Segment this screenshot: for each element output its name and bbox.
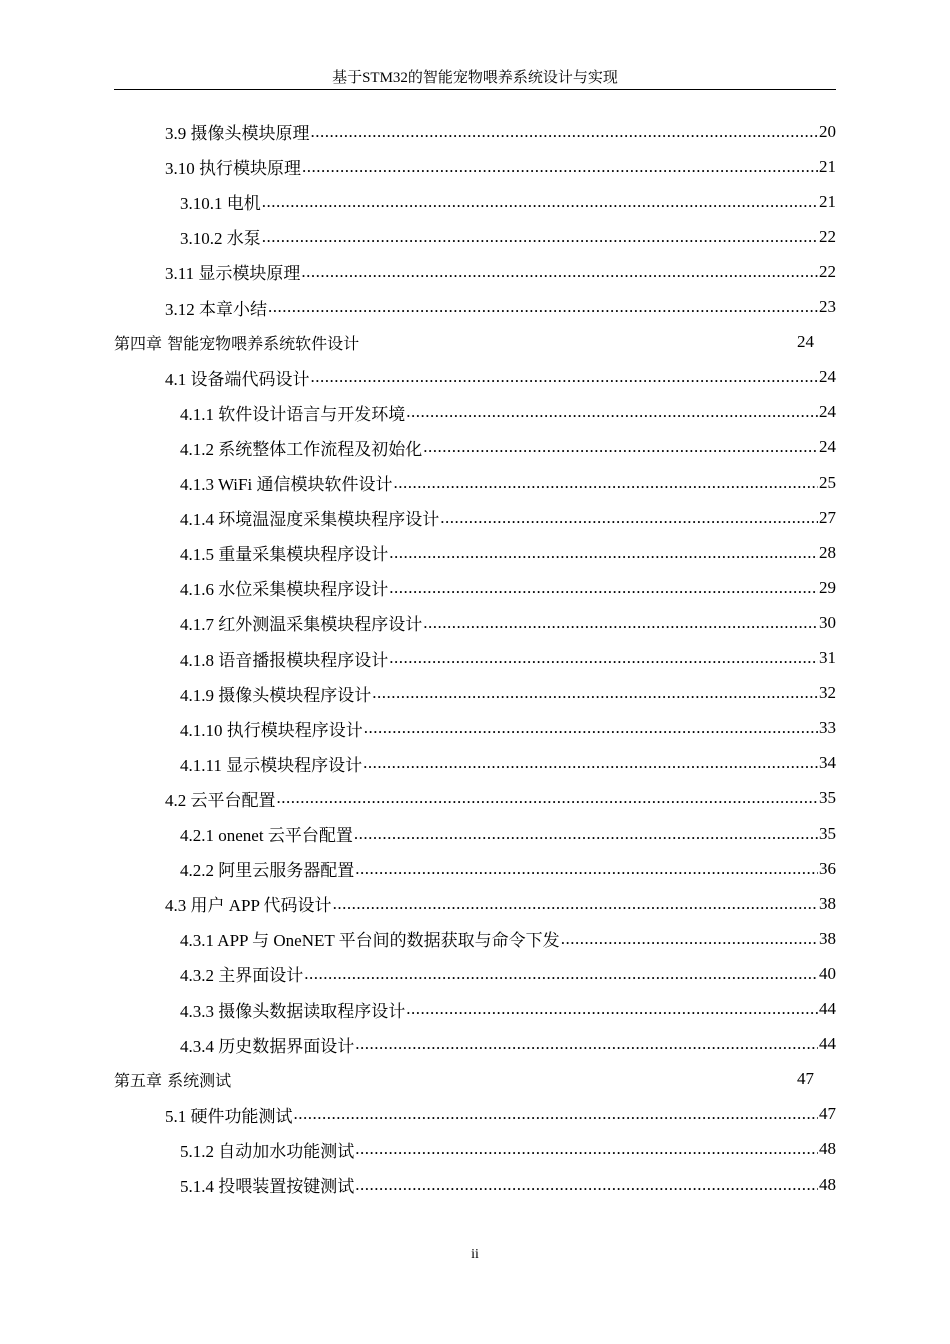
toc-entry-page: 30 [819,612,836,632]
toc-entry-page: 48 [819,1174,836,1194]
toc-dot-leader [389,543,818,563]
toc-entry-title: 4.2.1 onenet 云平台配置 [180,826,353,845]
toc-entry-page: 38 [819,893,836,913]
toc-entry-title: 4.1.5 重量采集模块程序设计 [180,545,389,565]
toc-entry[interactable] [180,570,836,605]
toc-entry-page: 47 [797,1069,814,1089]
toc-entry-title: 3.12 本章小结 [165,299,267,319]
toc-entry-page: 33 [819,718,836,738]
toc-dot-leader [311,367,819,387]
toc-entry-page: 20 [819,121,836,141]
toc-entry[interactable] [180,921,836,956]
toc-entry[interactable] [180,956,836,991]
toc-entry-title: 4.3 用户 APP 代码设计 [165,896,332,916]
toc-entry[interactable] [165,886,836,921]
toc-dot-leader [363,753,818,773]
toc-entry[interactable] [165,781,836,816]
toc-entry[interactable] [180,711,836,746]
toc-dot-leader [389,578,818,598]
toc-entry[interactable] [165,1097,836,1132]
toc-entry-page: 24 [797,332,814,352]
toc-dot-leader [304,964,818,984]
toc-entry-page: 40 [819,963,836,983]
toc-entry[interactable] [180,1132,836,1167]
toc-dot-leader [423,437,818,457]
toc-dot-leader [294,1104,819,1124]
toc-entry-page: 36 [819,858,836,878]
toc-entry[interactable] [180,1027,836,1062]
header-divider [114,89,836,90]
toc-dot-leader [333,894,818,914]
toc-entry-page: 31 [819,648,836,667]
toc-entry-page: 28 [819,542,836,562]
toc-entry-title: 4.1.6 水位采集模块程序设计 [180,580,389,600]
toc-entry-title: 4.1.7 红外测温采集模块程序设计 [180,615,423,635]
toc-dot-leader [262,227,818,247]
toc-dot-leader [561,929,818,949]
toc-entry-title: 第四章 智能宠物喂养系统软件设计 [114,333,360,353]
toc-entry-page: 21 [819,191,836,211]
toc-entry-page: 34 [819,753,836,773]
toc-entry-page: 21 [819,156,836,176]
toc-dot-leader [301,262,818,282]
toc-dot-leader [440,508,818,528]
toc-entry-page: 48 [819,1139,836,1159]
toc-entry[interactable] [165,290,836,325]
toc-dot-leader [406,402,818,422]
toc-dot-leader [423,613,818,633]
toc-entry-page: 44 [819,1034,836,1054]
toc-dot-leader [372,683,818,703]
toc-entry-page: 24 [819,402,836,422]
toc-entry[interactable] [180,535,836,570]
toc-dot-leader [393,473,818,493]
toc-dot-leader [268,297,818,317]
toc-entry-page: 23 [819,297,836,316]
toc-entry[interactable] [180,500,836,535]
toc-dot-leader [277,788,819,808]
toc-entry-page: 35 [819,788,836,808]
toc-chapter-entry[interactable] [114,325,814,360]
toc-entry[interactable] [180,184,836,219]
toc-entry-title: 3.10.1 电机 [180,194,261,214]
toc-entry[interactable] [165,149,836,184]
toc-entry[interactable] [165,254,836,289]
toc-entry-page: 25 [819,472,836,492]
toc-entry-title: 3.10 执行模块原理 [165,159,301,179]
toc-dot-leader [389,648,818,668]
toc-entry[interactable] [165,114,836,149]
toc-entry-title: 4.1.2 系统整体工作流程及初始化 [180,439,423,459]
toc-dot-leader [355,859,818,879]
toc-entry-title: 5.1 硬件功能测试 [165,1106,293,1126]
toc-chapter-entry[interactable] [114,1062,814,1097]
toc-dot-leader [354,824,818,844]
toc-entry[interactable] [180,430,836,465]
toc-dot-leader [406,999,818,1019]
toc-entry-title: 3.9 摄像头模块原理 [165,124,310,143]
toc-entry-page: 38 [819,928,836,948]
toc-entry[interactable] [180,1167,836,1202]
toc-entry[interactable] [180,676,836,711]
toc-entry-title: 4.3.1 APP 与 OneNET 平台间的数据获取与命令下发 [180,931,560,951]
toc-entry-title: 4.2 云平台配置 [165,790,276,810]
toc-entry[interactable] [180,746,836,781]
toc-entry-page: 22 [819,261,836,281]
toc-entry-page: 29 [819,577,836,597]
toc-entry[interactable] [165,360,836,395]
toc-entry-title: 第五章 系统测试 [114,1070,232,1090]
toc-entry-page: 27 [819,507,836,527]
toc-entry-title: 4.3.2 主界面设计 [180,966,304,986]
toc-entry-title: 4.1.10 执行模块程序设计 [180,720,363,740]
toc-entry-page: 32 [819,683,836,703]
toc-entry-page: 22 [819,226,836,246]
toc-entry-title: 5.1.4 投喂装置按键测试 [180,1177,355,1196]
toc-entry-title: 3.11 显示模块原理 [165,264,301,284]
toc-dot-leader [311,122,819,142]
toc-entry[interactable] [180,465,836,500]
toc-entry-title: 3.10.2 水泵 [180,229,261,249]
toc-entry-page: 47 [819,1104,836,1124]
toc-entry-title: 4.3.4 历史数据界面设计 [180,1036,355,1056]
page-number: ii [471,1247,479,1262]
toc-dot-leader [262,192,818,212]
toc-entry-page: 24 [819,437,836,457]
toc-entry-page: 35 [819,823,836,843]
page-header-title: 基于STM32的智能宠物喂养系统设计与实现 [332,70,618,86]
toc-entry[interactable] [180,395,836,430]
toc-entry[interactable] [180,219,836,254]
toc-entry[interactable] [180,816,836,851]
toc-entry-title: 4.1.4 环境温湿度采集模块程序设计 [180,510,440,530]
toc-entry[interactable] [180,605,836,640]
toc-entry-title: 5.1.2 自动加水功能测试 [180,1141,355,1161]
toc-entry[interactable] [180,641,836,676]
toc-entry-page: 24 [819,367,836,387]
toc-entry-title: 4.1 设备端代码设计 [165,369,310,389]
toc-entry-title: 4.1.8 语音播报模块程序设计 [180,650,389,670]
toc-entry[interactable] [180,851,836,886]
toc-dot-leader [355,1139,818,1159]
toc-entry-title: 4.1.11 显示模块程序设计 [180,755,363,775]
toc-entry-title: 4.1.1 软件设计语言与开发环境 [180,404,406,424]
toc-entry-title: 4.1.9 摄像头模块程序设计 [180,685,372,705]
toc-entry-page: 44 [819,999,836,1018]
toc-entry[interactable] [180,992,836,1027]
toc-dot-leader [302,157,818,177]
toc-entry-title: 4.2.2 阿里云服务器配置 [180,861,355,881]
toc-dot-leader [364,718,818,738]
toc-entry-title: 4.3.3 摄像头数据读取程序设计 [180,1001,406,1021]
toc-dot-leader [355,1034,818,1054]
toc-entry-title: 4.1.3 WiFi 通信模块软件设计 [180,475,393,494]
toc-dot-leader [355,1175,818,1195]
